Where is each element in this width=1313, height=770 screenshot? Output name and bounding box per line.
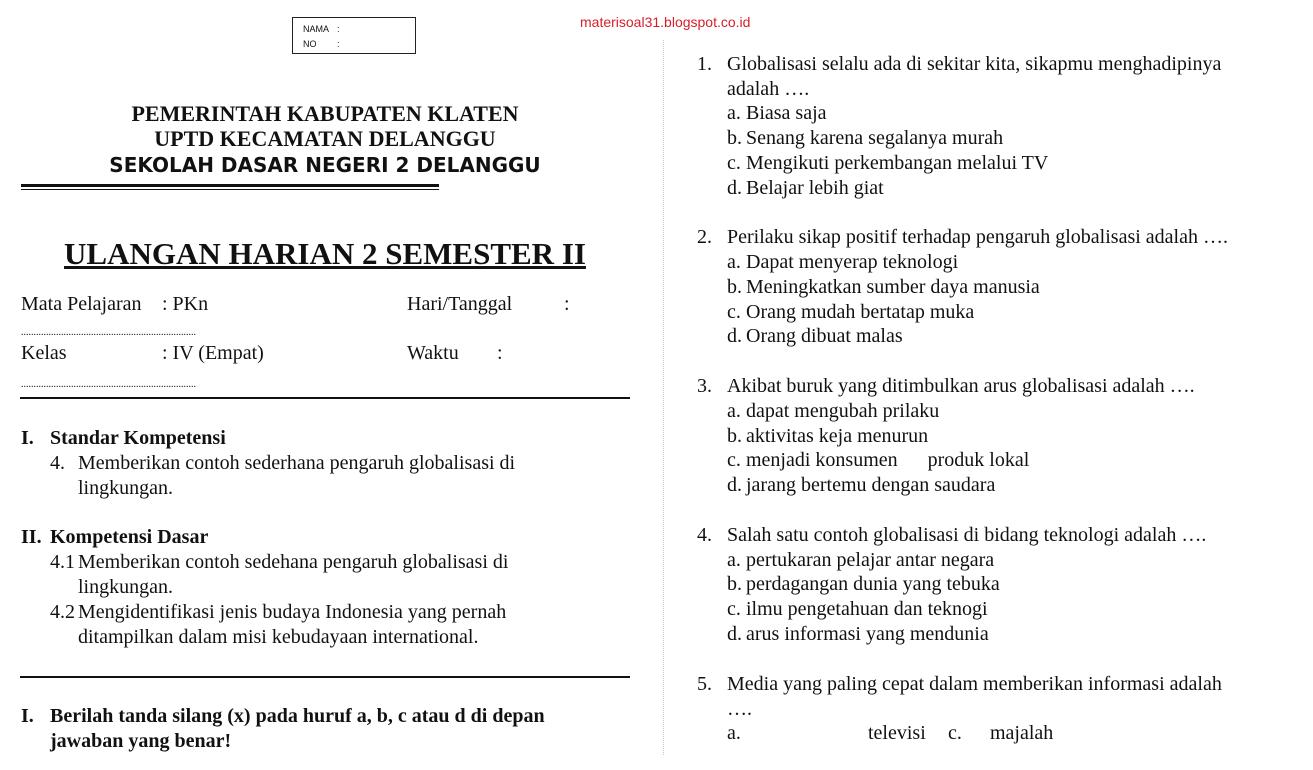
option-letter: a. <box>727 400 741 422</box>
question-text-line1: Media yang paling cepat dalam memberikan informasi adalah <box>727 673 1222 695</box>
option-letter: a. <box>727 102 741 124</box>
option-text: Senang karena segalanya murah <box>746 127 1004 149</box>
option-letter: c. <box>727 449 741 471</box>
question-text-line2: adalah …. <box>727 78 810 100</box>
option-letter: c. <box>727 301 741 323</box>
option-letter: d. <box>727 325 742 347</box>
exam-title: ULANGAN HARIAN 2 SEMESTER II <box>64 236 586 271</box>
option-letter: d. <box>727 623 742 645</box>
option-text: menjadi konsumen produk lokal <box>746 449 1030 471</box>
class-label: Kelas <box>21 342 67 364</box>
option-letter: c. <box>727 152 741 174</box>
kompetensi-item-number: 4.1 <box>50 551 75 573</box>
header-government: PEMERINTAH KABUPATEN KLATEN <box>131 101 519 126</box>
option-letter: d. <box>727 474 742 496</box>
name-row <box>303 23 340 36</box>
instruction-line1: Berilah tanda silang (x) pada huruf a, b, c atau d di depan <box>50 705 545 727</box>
time-blank-line: ...................................................................... <box>21 379 196 390</box>
option-text: perdagangan dunia yang tebuka <box>746 573 1000 595</box>
question-text-line2: …. <box>727 698 752 720</box>
option-letter: b. <box>727 425 742 447</box>
header-uptd: UPTD KECAMATAN DELANGGU <box>154 126 496 151</box>
header-school: SEKOLAH DASAR NEGERI 2 DELANGGU <box>109 153 541 177</box>
standar-number: 4. <box>50 452 65 474</box>
question-text-line1: Globalisasi selalu ada di sekitar kita, sikapmu menghadipinya <box>727 53 1222 75</box>
watermark-url: materisoal31.blogspot.co.id <box>580 14 751 30</box>
name-colon: : <box>337 24 340 34</box>
option-text: aktivitas keja menurun <box>746 425 929 447</box>
kompetensi-numeral: II. <box>21 526 42 548</box>
column-divider <box>663 40 664 755</box>
standar-text-line2: lingkungan. <box>78 477 173 499</box>
number-row <box>303 38 340 51</box>
standar-title: Standar Kompetensi <box>50 427 226 449</box>
date-label: Hari/Tanggal <box>407 293 513 315</box>
option-text: dapat mengubah prilaku <box>746 400 940 422</box>
option-text: televisi <box>868 722 926 744</box>
kompetensi-item-line2: ditampilkan dalam misi kebudayaan international. <box>78 626 479 648</box>
question-number: 5. <box>697 673 712 695</box>
option-text: majalah <box>990 722 1054 744</box>
option-text: Meningkatkan sumber daya manusia <box>746 276 1040 298</box>
kompetensi-item-line1: Memberikan contoh sedehana pengaruh globalisasi di <box>78 551 509 573</box>
number-label: NO <box>303 39 317 49</box>
option-letter: d. <box>727 177 742 199</box>
standar-numeral: I. <box>21 427 34 449</box>
date-colon: : <box>564 293 570 315</box>
standar-text-line1: Memberikan contoh sederhana pengaruh globalisasi di <box>78 452 516 474</box>
option-letter: b. <box>727 276 742 298</box>
question-number: 3. <box>697 375 712 397</box>
fields-divider <box>20 397 630 399</box>
time-colon: : <box>497 342 503 364</box>
option-letter: a. <box>727 722 741 744</box>
option-text: pertukaran pelajar antar negara <box>746 549 995 571</box>
header-rule-thick <box>21 184 439 187</box>
option-text: jarang bertemu dengan saudara <box>746 474 996 496</box>
option-letter: b. <box>727 573 742 595</box>
option-text: ilmu pengetahuan dan teknogi <box>746 598 988 620</box>
class-value: : IV (Empat) <box>162 342 264 364</box>
number-colon: : <box>337 39 340 49</box>
kompetensi-title: Kompetensi Dasar <box>50 526 209 548</box>
question-text-line1: Perilaku sikap positif terhadap pengaruh globalisasi adalah …. <box>727 226 1228 248</box>
option-text: Orang mudah bertatap muka <box>746 301 975 323</box>
option-letter: c. <box>948 722 962 744</box>
instruction-numeral: I. <box>21 705 34 727</box>
instruction-line2: jawaban yang benar! <box>50 730 232 752</box>
kompetensi-item-line2: lingkungan. <box>78 576 173 598</box>
time-label: Waktu <box>407 342 459 364</box>
question-number: 1. <box>697 53 712 75</box>
option-text: Mengikuti perkembangan melalui TV <box>746 152 1049 174</box>
option-letter: b. <box>727 127 742 149</box>
option-letter: a. <box>727 251 741 273</box>
date-blank-line: ...................................................................... <box>21 327 196 338</box>
option-text: Belajar lebih giat <box>746 177 884 199</box>
option-text: Orang dibuat malas <box>746 325 903 347</box>
name-label: NAMA <box>303 24 330 34</box>
option-letter: a. <box>727 549 741 571</box>
option-letter: c. <box>727 598 741 620</box>
student-id-box <box>292 17 416 54</box>
option-text: Biasa saja <box>746 102 827 124</box>
question-number: 2. <box>697 226 712 248</box>
option-text: Dapat menyerap teknologi <box>746 251 959 273</box>
subject-value: : PKn <box>162 293 209 315</box>
question-text-line1: Salah satu contoh globalisasi di bidang teknologi adalah …. <box>727 524 1207 546</box>
option-text: arus informasi yang mendunia <box>746 623 989 645</box>
header-rule-thin <box>21 189 439 190</box>
competency-divider <box>20 676 630 678</box>
subject-label: Mata Pelajaran <box>21 293 142 315</box>
kompetensi-item-number: 4.2 <box>50 601 75 623</box>
kompetensi-item-line1: Mengidentifikasi jenis budaya Indonesia yang pernah <box>78 601 507 623</box>
question-number: 4. <box>697 524 712 546</box>
question-text-line1: Akibat buruk yang ditimbulkan arus globalisasi adalah …. <box>727 375 1195 397</box>
